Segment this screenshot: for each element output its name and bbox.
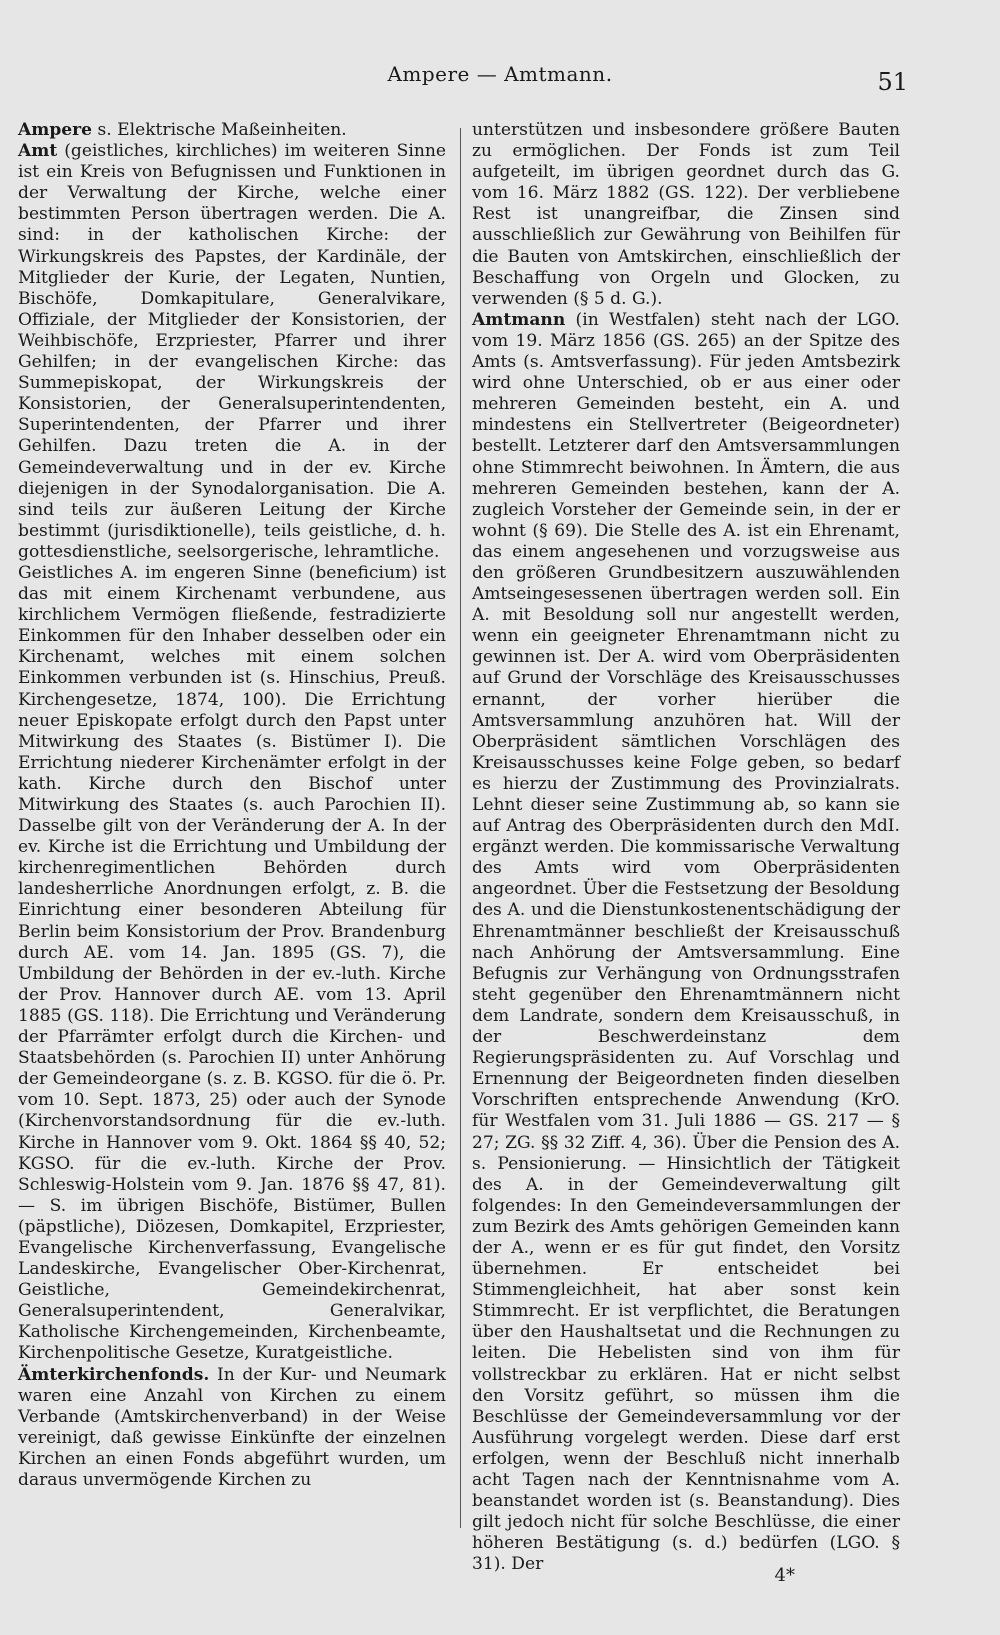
headword: Amtmann xyxy=(472,309,566,330)
running-head: Ampere — Amtmann. xyxy=(387,62,613,86)
entry-amt xyxy=(18,141,446,563)
entry-ampere xyxy=(18,120,446,141)
signature-mark: 4* xyxy=(774,1565,795,1586)
column-divider xyxy=(460,128,461,1528)
entry-body: In der Kur- und Neumark waren eine Anzahl von Kirchen zu einem Verbande (Amtskirchenverband) in der Weise vereinigt, daß gewisse Einkünfte der einzelnen Kirchen an einen Fonds abgeführt wurden, um daraus unvermögende Kirchen zu xyxy=(18,1364,446,1490)
entry-body: unterstützen und insbesondere größere Bauten zu ermöglichen. Der Fonds ist zum Teil aufgeteilt, im übrigen geordnet durch das G. vom 16. März 1882 (GS. 122). Der verbliebene Rest ist unangreifbar, die Zinsen sind ausschließlich zur Gewährung von Beihilfen für die Bauten von Amtskirchen, einschließlich der Beschaffung von Orgeln und Glocken, zu verwenden (§ 5 d. G.). xyxy=(472,120,900,309)
entry-body: Geistliches A. im engeren Sinne (beneficium) ist das mit einem Kirchenamt verbundene, aus kirchlichem Vermögen fließende, festradizierte Einkommen für den Inhaber desselben oder ein Kirchenamt, welches mit einem solchen Einkommen verbunden ist (s. Hinschius, Preuß. Kirchengesetze, 1874, 100). Die Errichtung neuer Episkopate erfolgt durch den Papst unter Mitwirkung des Staates (s. Bistümer I). Die Errichtung niederer Kirchenämter erfolgt in der kath. Kirche durch den Bischof unter Mitwirkung des Staates (s. auch Parochien II). Dasselbe gilt von der Veränderung der A. In der ev. Kirche ist die Errichtung und Umbildung der kirchenregimentlichen Behörden durch landesherrliche Anordnungen erfolgt, z. B. die Einrichtung einer besonderen Abteilung für Berlin beim Konsistorium der Prov. Brandenburg durch AE. vom 14. Jan. 1895 (GS. 7), die Umbildung der Behörden in der ev.-luth. Kirche der Prov. Hannover durch AE. vom 13. April 1885 (GS. 118). Die Errichtung und Veränderung der Pfarrämter erfolgt durch die Kirchen- und Staatsbehörden (s. Parochien II) unter Anhörung der Gemeindeorgane (s. z. B. KGSO. für die ö. Pr. vom 10. Sept. 1873, 25) oder auch der Synode (Kirchenvorstandsordnung für die ev.-luth. Kirche in Hannover vom 9. Okt. 1864 §§ 40, 52; KGSO. für die ev.-luth. Kirche der Prov. Schleswig-Holstein vom 9. Jan. 1876 §§ 47, 81). — S. im übrigen Bischöfe, Bistümer, Bullen (päpstliche), Diözesen, Domkapitel, Erzpriester, Evangelische Kirchenverfassung, Evangelische Landeskirche, Evangelischer Ober-Kirchenrat, Geistliche, Gemeindekirchenrat, Generalsuperintendent, Generalvikar, Katholische Kirchengemeinden, Kirchenbeamte, Kirchenpolitische Gesetze, Kuratgeistliche. xyxy=(18,562,446,1364)
headword: Amt xyxy=(18,141,58,162)
entry-amt-continued xyxy=(18,563,446,1365)
right-column xyxy=(472,120,900,1575)
left-column xyxy=(18,120,446,1491)
entry-body: (in Westfalen) steht nach der LGO. vom 19. März 1856 (GS. 265) an der Spitze des Amts (s. Amtsverfassung). Für jeden Amtsbezirk wird ohne Unterschied, ob er aus einer oder mehreren Gemeinden besteht, ein A. und mindestens ein Stellvertreter (Beigeordneter) bestellt. Letzterer darf den Amtsversammlungen ohne Stimmrecht beiwohnen. In Ämtern, die aus mehreren Gemeinden bestehen, kann der A. zugleich Vorsteher der Gemeinde sein, in der er wohnt (§ 69). Die Stelle des A. ist ein Ehrenamt, das einem angesehenen und vorzugsweise aus den größeren Grundbesitzern auszuwählenden Amtseingesessenen übertragen werden soll. Ein A. mit Besoldung soll nur angestellt werden, wenn ein geeigneter Ehrenamtmann nicht zu gewinnen ist. Der A. wird vom Oberpräsidenten auf Grund der Vorschläge des Kreisausschusses ernannt, der vorher hierüber die Amtsversammlung anzuhören hat. Will der Oberpräsident sämtlichen Vorschlägen des Kreisausschusses keine Folge geben, so bedarf es hierzu der Zustimmung des Provinzialrats. Lehnt dieser seine Zustimmung ab, so kann sie auf Antrag des Oberpräsidenten durch den MdI. ergänzt werden. Die kommissarische Verwaltung des Amts wird vom Oberpräsidenten angeordnet. Über die Festsetzung der Besoldung des A. und die Dienstunkostenentschädigung der Ehrenamtmänner beschließt der Kreisausschuß nach Anhörung der Amtsversammlung. Eine Befugnis zur Verhängung von Ordnungsstrafen steht gegenüber den Ehrenamtmännern nicht dem Landrate, sondern dem Kreisausschuß, in der Beschwerdeinstanz dem Regierungspräsidenten zu. Auf Vorschlag und Ernennung der Beigeordneten finden dieselben Vorschriften entsprechende Anwendung (KrO. für Westfalen vom 31. Juli 1886 — GS. 217 — § 27; ZG. §§ 32 Ziff. 4, 36). Über die Pension des A. s. Pensionierung. — Hinsichtlich der Tätigkeit des A. in der Gemeindeverwaltung gilt folgendes: In den Gemeindeversammlungen der zum Bezirk des Amts gehörigen Gemeinden kann der A., wenn er es für gut findet, den Vorsitz übernehmen. Er entscheidet bei Stimmengleichheit, hat aber sonst kein Stimmrecht. Er ist verpflichtet, die Beratungen über den Haushaltsetat und die Rechnungen zu leiten. Die Hebelisten sind von ihm für vollstreckbar zu erklären. Hat er nicht selbst den Vorsitz geführt, so müssen ihm die Beschlüsse der Gemeindeversammlung vor der Ausführung vorgelegt werden. Diese darf erst erfolgen, wenn der Beschluß nicht innerhalb acht Tagen nach der Kenntnisnahme vom A. beanstandet worden ist (s. Beanstandung). Dies gilt jedoch nicht für solche Beschlüsse, die einer höheren Bestätigung (s. d.) bedürfen (LGO. § 31). Der xyxy=(472,309,900,1575)
entry-body: s. Elektrische Maßeinheiten. xyxy=(92,120,347,140)
entry-aemterkirchenfonds xyxy=(18,1365,446,1492)
headword: Ampere xyxy=(18,120,93,140)
entry-aemterkirchenfonds-continued xyxy=(472,120,900,310)
entry-amtmann xyxy=(472,310,900,1576)
entry-body: (geistliches, kirchliches) im weiteren Sinne ist ein Kreis von Befugnissen und Funktionen in der Verwaltung der Kirche, welche einer bestimmten Person übertragen werden. Die A. sind: in der katholischen Kirche: der Wirkungskreis des Papstes, der Kardinäle, der Mitglieder der Kurie, der Legaten, Nuntien, Bischöfe, Domkapitulare, Generalvikare, Offiziale, der Mitglieder der Konsistorien, der Weihbischöfe, Erzpriester, Pfarrer und ihrer Gehilfen; in der evangelischen Kirche: das Summepiskopat, der Wirkungskreis der Konsistorien, der Generalsuperintendenten, Superintendenten, der Pfarrer und ihrer Gehilfen. Dazu treten die A. in der Gemeindeverwaltung und in der ev. Kirche diejenigen in der Synodalorganisation. Die A. sind teils zur äußeren Leitung der Kirche bestimmt (jurisdiktionelle), teils geistliche, d. h. gottesdienstliche, seelsorgerische, lehramtliche. xyxy=(18,141,446,562)
headword: Ämterkirchenfonds. xyxy=(18,1364,210,1385)
page-number: 51 xyxy=(877,68,908,96)
